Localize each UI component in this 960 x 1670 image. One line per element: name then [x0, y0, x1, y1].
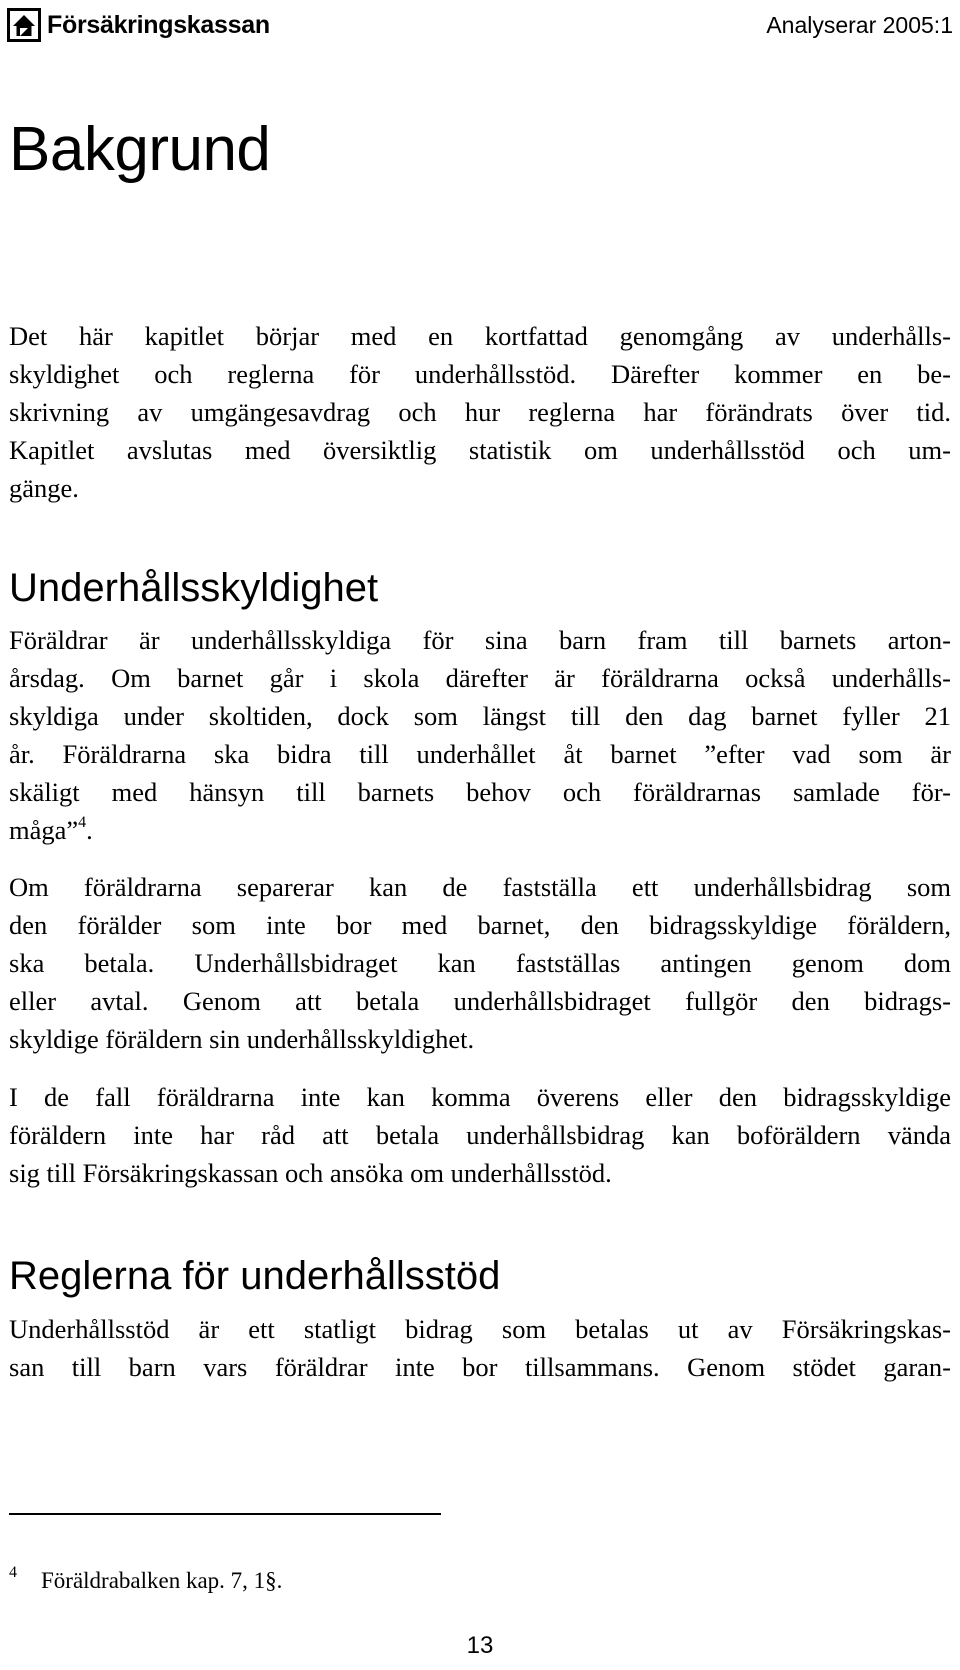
- paragraph-line: [9, 811, 951, 849]
- footnote-number: 4: [9, 1564, 17, 1581]
- logo: [7, 8, 270, 42]
- section1-paragraph-2: [9, 868, 951, 1058]
- paragraph-line: Underhållsstöd är ett statligt bidrag som betalas ut av Försäkringskas-: [9, 1314, 951, 1344]
- paragraph-line: san till barn vars föräldrar inte bor tillsammans. Genom stödet garan-: [9, 1352, 951, 1382]
- paragraph-line: sig till Försäkringskassan och ansöka om underhållsstöd.: [9, 1158, 612, 1188]
- series-label: Analyserar 2005:1: [766, 12, 953, 38]
- page-header: [7, 8, 953, 44]
- footnote-separator: [9, 1513, 441, 1515]
- section1-paragraph-1: [9, 621, 951, 849]
- paragraph-line: I de fall föräldrarna inte kan komma överens eller den bidragsskyldige: [9, 1082, 951, 1112]
- section-heading-reglerna: Reglerna för underhållsstöd: [9, 1254, 501, 1298]
- paragraph-line-end: .: [86, 815, 93, 845]
- section1-paragraph-3: [9, 1078, 951, 1192]
- paragraph-line: Om föräldrarna separerar kan de fastställa ett underhållsbidrag som: [9, 872, 951, 902]
- paragraph-line: skyldiga under skoltiden, dock som längst till den dag barnet fyller 21: [9, 701, 951, 731]
- chapter-title: Bakgrund: [9, 115, 271, 184]
- footnote-reference[interactable]: 4: [78, 814, 87, 831]
- paragraph-line: föräldern inte har råd att betala underhållsbidrag kan boföräldern vända: [9, 1120, 951, 1150]
- paragraph-line-text: måga”: [9, 815, 79, 845]
- intro-line: gänge.: [9, 473, 79, 503]
- house-logo-icon: [7, 8, 41, 42]
- intro-line: skyldighet och reglerna för underhållsstöd. Därefter kommer en be-: [9, 359, 951, 389]
- intro-paragraph: [9, 317, 951, 507]
- section-heading-underhallsskyldighet: Underhållsskyldighet: [9, 566, 379, 610]
- page-number: 13: [466, 1632, 494, 1659]
- section2-paragraph-1: [9, 1310, 951, 1386]
- paragraph-line: ska betala. Underhållsbidraget kan fastställas antingen genom dom: [9, 948, 951, 978]
- paragraph-line: skyldige föräldern sin underhållsskyldighet.: [9, 1024, 475, 1054]
- paragraph-line: skäligt med hänsyn till barnets behov och föräldrarnas samlade för-: [9, 777, 951, 807]
- footnote-text: Föräldrabalken kap. 7, 1§.: [41, 1568, 283, 1593]
- paragraph-line: eller avtal. Genom att betala underhållsbidraget fullgör den bidrags-: [9, 986, 951, 1016]
- intro-line: skrivning av umgängesavdrag och hur reglerna har förändrats över tid.: [9, 397, 951, 427]
- paragraph-line: Föräldrar är underhållsskyldiga för sina barn fram till barnets arton-: [9, 625, 951, 655]
- intro-line: Det här kapitlet börjar med en kortfattad genomgång av underhålls-: [9, 321, 951, 351]
- intro-line: Kapitlet avslutas med översiktlig statistik om underhållsstöd och um-: [9, 435, 951, 465]
- logo-text: Försäkringskassan: [47, 11, 270, 39]
- paragraph-line: år. Föräldrarna ska bidra till underhållet åt barnet ”efter vad som är: [9, 739, 951, 769]
- paragraph-line: årsdag. Om barnet går i skola därefter är föräldrarna också underhålls-: [9, 663, 951, 693]
- paragraph-line: den förälder som inte bor med barnet, den bidragsskyldige föräldern,: [9, 910, 951, 940]
